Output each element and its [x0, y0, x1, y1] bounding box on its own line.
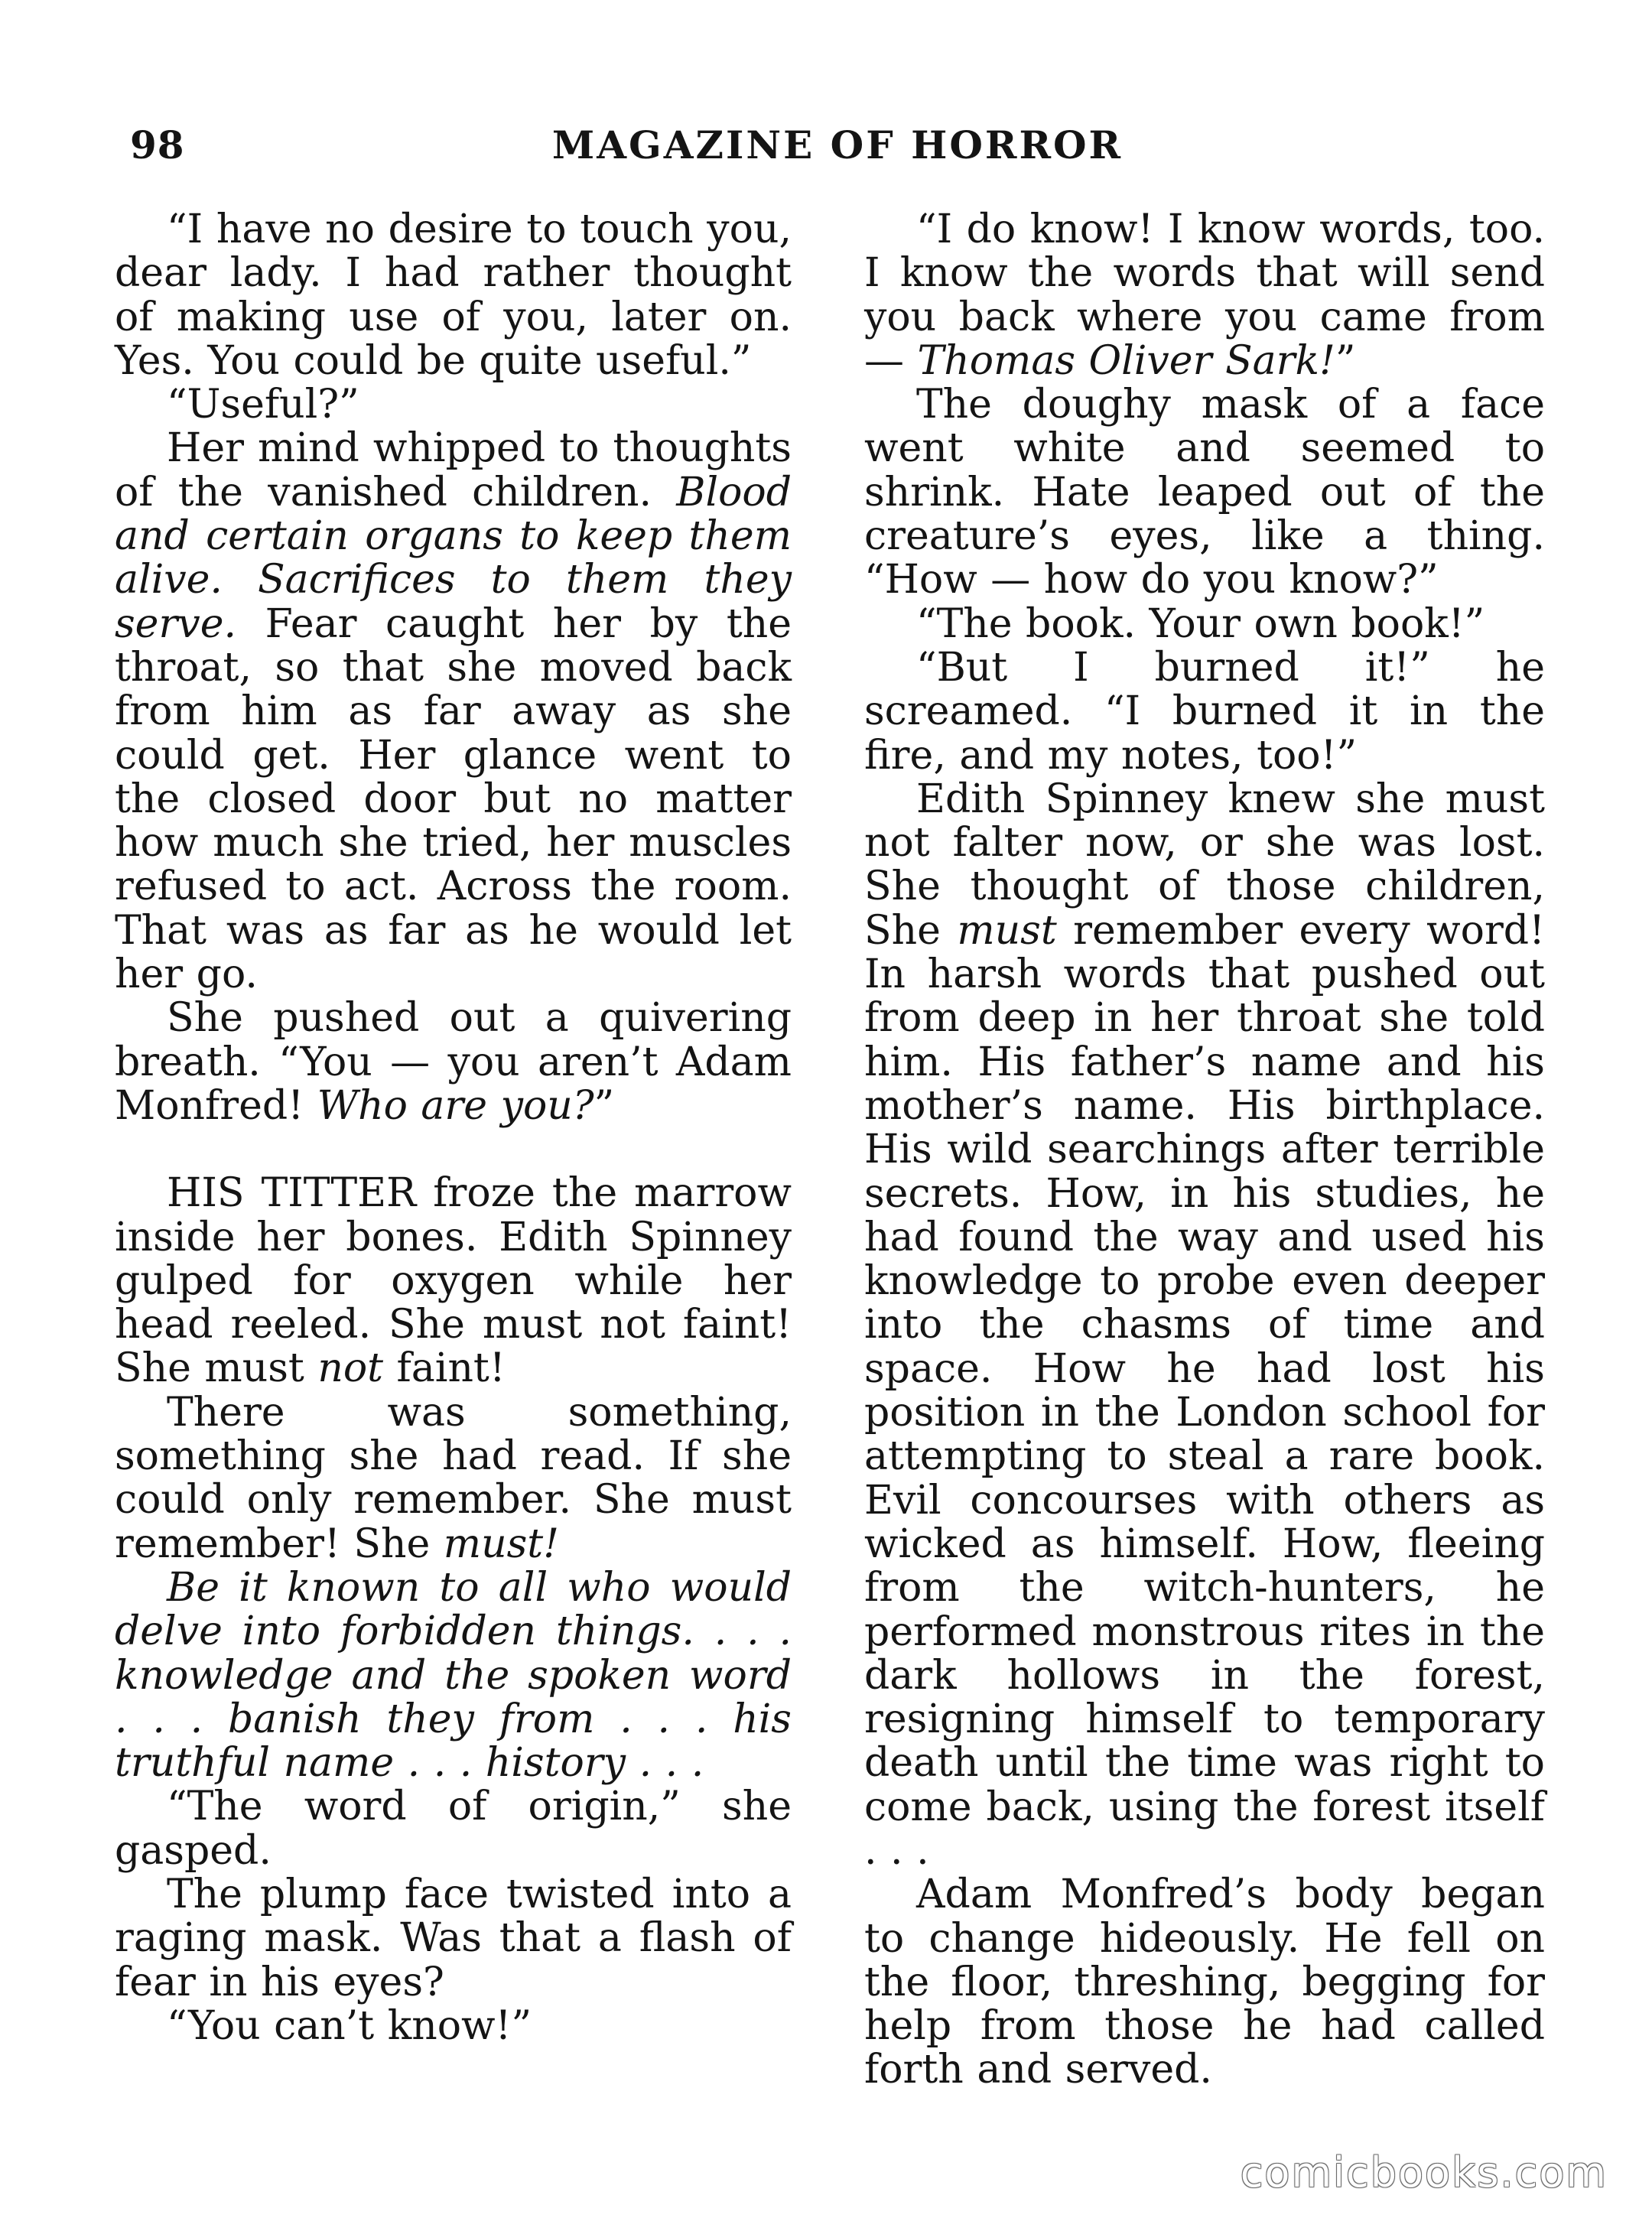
- paragraph: The doughy mask of a face went white and seemed to shrink. Hate leaped out of the creature’s eyes, like a thing. “How — how do you know?”: [864, 382, 1545, 603]
- page-number: 98: [130, 122, 185, 167]
- italic-text: Be it known to all who would delve into forbidden things. . . . knowledge and the spoken word . . . banish they from . . . his truthful name . . . history . . .: [115, 1564, 792, 1787]
- right-column: [864, 208, 1545, 2093]
- paragraph-text: ”: [1335, 337, 1356, 384]
- page-header: [130, 122, 1545, 191]
- section-break: [115, 1128, 792, 1172]
- paragraph-text: HIS TITTER froze the marrow inside her bones. Edith Spinney gulped for oxygen while her head reeled. She must not faint! She must: [115, 1170, 792, 1392]
- paragraph-text: Fear caught her by the throat, so that she moved back from him as far away as she could get. Her glance went to the closed door but no matter how much she tried, her muscles refused to act. Across the room. That was as far as he would let her go.: [115, 600, 792, 998]
- paragraph: “But I burned it!” he screamed. “I burned it in the fire, and my notes, too!”: [864, 644, 1545, 779]
- paragraph: “Useful?”: [167, 382, 359, 428]
- italic-text: Blood and certain organs to keep them alive. Sacrifices to them they serve.: [115, 469, 792, 647]
- paragraph: [115, 997, 792, 1128]
- paragraph-text: remember every word! In harsh words that pushed out from deep in her throat she told him. His father’s name and his mother’s name. His birthplace. His wild searchings after terrible secrets. How, in his studies, he had found the way and used his knowledge to probe even deeper into the chasms of time and space. How he had lost his position in the London school for attempting to steal a rare book. Evil concourses with others as wicked as himself. How, fleeing from the witch-hunters, he performed monstrous rites in the dark hollows in the forest, resigning himself to temporary death until the time was right to come back, using the forest itself . . .: [864, 907, 1545, 1874]
- paragraph: Adam Monfred’s body began to change hideously. He fell on the floor, threshing, begging for help from those he had called forth and served.: [864, 1872, 1545, 2093]
- paragraph-text: “I do know! I know words, too. I know the words that will send you back where you came from —: [864, 207, 1545, 384]
- paragraph-text: ”: [593, 1082, 615, 1129]
- paragraph: “The word of origin,” she gasped.: [115, 1784, 792, 1874]
- italic-text: Thomas Oliver Sark!: [917, 337, 1335, 384]
- paragraph: The plump face twisted into a raging mask. Was that a flash of fear in his eyes?: [115, 1871, 792, 2005]
- paragraph: [115, 1172, 792, 1390]
- running-title: MAGAZINE OF HORROR: [551, 122, 1124, 167]
- left-column: [115, 208, 792, 2048]
- paragraph-text: faint!: [383, 1345, 506, 1392]
- italic-text: must!: [443, 1520, 560, 1567]
- paragraph-text: She pushed out a quivering breath. “You — you aren’t Adam Monfred!: [115, 995, 792, 1129]
- italic-text: not: [317, 1345, 384, 1392]
- paragraph: “The book. Your own book!”: [916, 600, 1485, 647]
- paragraph: “You can’t know!”: [167, 2002, 532, 2049]
- paragraph: “I have no desire to touch you, dear lady. I had rather thought of making use of you, later on. Yes. You could be quite useful.”: [115, 207, 792, 384]
- paragraph: [115, 1391, 792, 1566]
- quoted-passage: [115, 1566, 792, 1785]
- italic-text: Who are you?: [317, 1082, 594, 1129]
- paragraph: [864, 208, 1545, 383]
- paragraph-text: Her mind whipped to thoughts of the vanished children.: [115, 425, 792, 515]
- paragraph: [115, 427, 792, 997]
- italic-text: must: [957, 907, 1057, 954]
- watermark: comicbooks.com: [1240, 2148, 1608, 2197]
- paragraph: [864, 778, 1545, 1873]
- paragraph-text: There was something, something she had read. If she could only remember. She must remember! She: [115, 1389, 792, 1567]
- paragraph-text: Edith Spinney knew she must not falter now, or she was lost. She thought of those children, She: [864, 776, 1545, 954]
